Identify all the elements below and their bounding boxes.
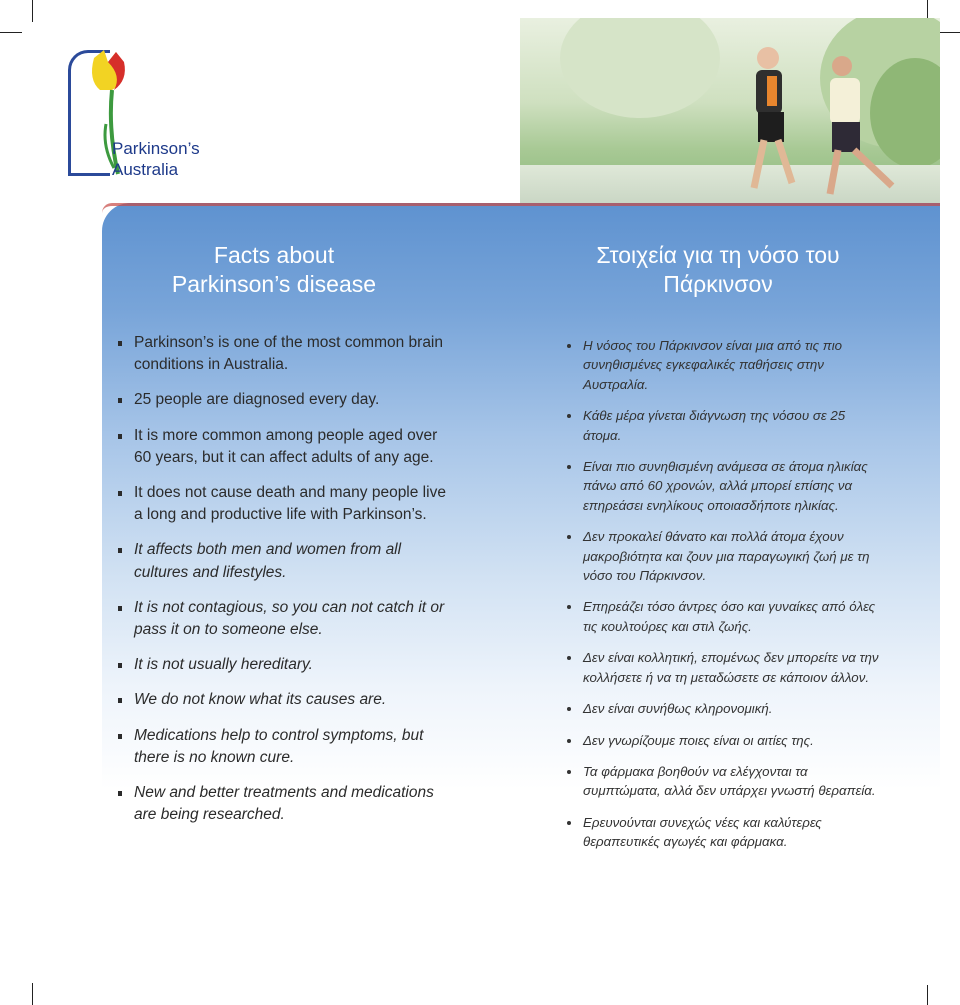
- crop-mark: [938, 32, 960, 33]
- list-item: [566, 457, 886, 515]
- fact-text: It does not cause death and many people live a long and productive life with Parkinson’s.: [134, 484, 446, 524]
- logo-text-line2: Australia: [112, 160, 179, 179]
- fact-text: New and better treatments and medications are being researched.: [134, 784, 434, 824]
- list-item: [116, 654, 446, 676]
- fact-text: We do not know what its causes are.: [134, 691, 387, 709]
- fact-text: Δεν είναι κολλητική, επομένως δεν μπορείτε να την κολλήσετε ή να τη μεταδώσετε σε κάποιον άλλον.: [583, 650, 879, 685]
- fact-text: Medications help to control symptoms, but there is no known cure.: [134, 726, 424, 766]
- list-item: [116, 782, 446, 826]
- jogging-couple-photo: [520, 18, 940, 205]
- list-item: [116, 689, 446, 711]
- greek-title-line2: Πάρκινσον: [663, 271, 773, 297]
- english-title: [124, 241, 424, 299]
- fact-text: It is not contagious, so you can not catch it or pass it on to someone else.: [134, 598, 445, 639]
- list-item: [566, 406, 886, 445]
- greek-facts-list: [566, 336, 886, 852]
- list-item: [566, 813, 886, 852]
- fact-text: Κάθε μέρα γίνεται διάγνωση της νόσου σε 25 άτομα.: [583, 408, 846, 443]
- list-item: [116, 332, 446, 376]
- fact-text: Δεν προκαλεί θάνατο και πολλά άτομα έχουν μακροβιότητα και ζουν μια παραγωγική ζωή με τη νόσο του Πάρκινσον.: [583, 529, 870, 584]
- list-item: [116, 539, 446, 583]
- crop-mark: [32, 0, 33, 22]
- list-item: [566, 597, 886, 636]
- fact-text: Η νόσος του Πάρκινσον είναι μια από τις πιο συνηθισμένες εγκεφαλικές παθήσεις στην Αυστραλία.: [583, 338, 843, 392]
- list-item: [116, 425, 446, 469]
- logo-text-line1: Parkinson’s: [112, 139, 200, 158]
- fact-text: Δεν γνωρίζουμε ποιες είναι οι αιτίες της.: [583, 732, 814, 748]
- crop-mark: [0, 32, 22, 33]
- crop-mark: [927, 983, 928, 1005]
- list-item: [116, 725, 446, 769]
- greek-title-line1: Στοιχεία για τη νόσο του: [596, 242, 840, 268]
- list-item: [566, 762, 886, 801]
- fact-text: 25 people are diagnosed every day.: [134, 391, 380, 409]
- parkinsons-australia-logo: [68, 50, 228, 180]
- fact-text: Δεν είναι συνήθως κληρονομική.: [583, 701, 773, 717]
- list-item: [116, 482, 446, 526]
- crop-mark: [32, 983, 33, 1005]
- panel-edge: [102, 203, 940, 213]
- list-item: [566, 527, 886, 585]
- fact-text: Parkinson’s is one of the most common brain conditions in Australia.: [134, 334, 444, 374]
- list-item: [566, 699, 886, 718]
- list-item: [116, 597, 446, 641]
- fact-text: It is not usually hereditary.: [134, 656, 313, 674]
- english-title-line2: Parkinson’s disease: [171, 271, 377, 297]
- list-item: [566, 648, 886, 687]
- fact-text: Τα φάρμακα βοηθούν να ελέγχονται τα συμπτώματα, αλλά δεν υπάρχει γνωστή θεραπεία.: [583, 763, 876, 799]
- list-item: [116, 389, 446, 411]
- english-facts-list: [116, 332, 446, 826]
- fact-text: Επηρεάζει τόσο άντρες όσο και γυναίκες από όλες τις κουλτούρες και στιλ ζωής.: [583, 599, 876, 634]
- list-item: [566, 336, 886, 394]
- fact-text: Είναι πιο συνηθισμένη ανάμεσα σε άτομα ηλικίας πάνω από 60 χρονών, αλλά μπορεί επίσης να επηρεάσει ενηλίκους οποιασδήποτε ηλικίας.: [583, 459, 868, 513]
- greek-title: [568, 241, 868, 299]
- english-title-line1: Facts about: [213, 242, 335, 268]
- list-item: [566, 731, 886, 750]
- fact-text: It is more common among people aged over 60 years, but it can affect adults of any age.: [134, 426, 438, 466]
- fact-text: Ερευνούνται συνεχώς νέες και καλύτερες θεραπευτικές αγωγές και φάρμακα.: [583, 814, 822, 850]
- fact-text: It affects both men and women from all cultures and lifestyles.: [134, 541, 402, 581]
